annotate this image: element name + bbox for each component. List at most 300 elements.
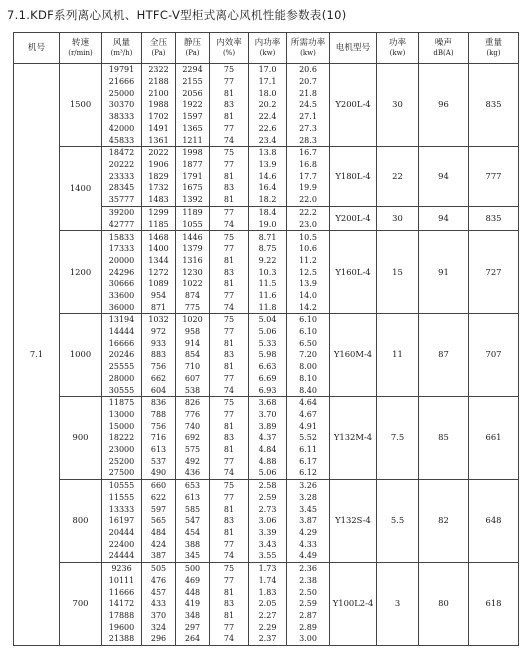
weight-cell: 648 [469,479,519,562]
total-pressure-cell: 1702 [142,111,176,123]
motor-power-cell: 7.5 [377,396,419,479]
header-label: 静压 [183,38,202,49]
noise-cell: 96 [419,64,469,147]
airflow-cell: 24296 [102,266,142,278]
internal-efficiency-cell: 74 [210,218,249,230]
speed-cell: 1000 [60,314,102,397]
motor-model-cell: Y160L-4 [330,231,377,314]
total-pressure-cell: 1732 [142,182,176,194]
airflow-cell: 39200 [102,206,142,218]
internal-power-cell: 10.3 [249,266,287,278]
required-power-cell: 4.29 [287,527,330,539]
airflow-cell: 11666 [102,586,142,598]
header-label: 全压 [149,38,168,49]
motor-power-cell: 30 [377,206,419,231]
header-row [14,33,519,64]
static-pressure-cell: 1055 [176,218,210,230]
total-pressure-cell: 1185 [142,218,176,230]
internal-power-cell: 2.73 [249,503,287,515]
internal-efficiency-cell: 77 [210,122,249,134]
internal-power-cell: 4.37 [249,432,287,444]
total-pressure-cell: 1032 [142,314,176,326]
total-pressure-cell: 324 [142,621,176,633]
static-pressure-cell: 500 [176,562,210,574]
performance-table [13,32,519,646]
weight-cell: 777 [469,146,519,206]
required-power-cell: 2.50 [287,586,330,598]
header-internal-power [249,33,287,64]
header-label: 重量 [484,38,503,49]
internal-efficiency-cell: 81 [210,527,249,539]
airflow-cell: 42777 [102,218,142,230]
total-pressure-cell: 662 [142,372,176,384]
total-pressure-cell: 387 [142,550,176,562]
table-row [14,231,519,243]
internal-power-cell: 6.69 [249,372,287,384]
airflow-cell: 28345 [102,182,142,194]
internal-power-cell: 19.0 [249,218,287,230]
total-pressure-cell: 660 [142,479,176,491]
internal-power-cell: 5.04 [249,314,287,326]
required-power-cell: 24.5 [287,99,330,111]
header-airflow [102,33,142,64]
internal-power-cell: 14.6 [249,170,287,182]
total-pressure-cell: 954 [142,290,176,302]
header-unit: (kw) [300,48,316,57]
total-pressure-cell: 597 [142,503,176,515]
weight-cell: 707 [469,314,519,397]
header-machine-no [14,33,60,64]
internal-efficiency-cell: 77 [210,206,249,218]
required-power-cell: 2.89 [287,621,330,633]
header-unit: (Pa) [151,48,166,57]
motor-power-cell: 5.5 [377,479,419,562]
static-pressure-cell: 492 [176,455,210,467]
total-pressure-cell: 2022 [142,146,176,158]
internal-efficiency-cell: 77 [210,409,249,421]
internal-power-cell: 2.29 [249,621,287,633]
internal-power-cell: 3.43 [249,538,287,550]
required-power-cell: 20.7 [287,76,330,88]
required-power-cell: 4.64 [287,396,330,408]
internal-power-cell: 9.22 [249,255,287,267]
internal-efficiency-cell: 81 [210,87,249,99]
total-pressure-cell: 1483 [142,194,176,206]
internal-efficiency-cell: 81 [210,503,249,515]
total-pressure-cell: 433 [142,598,176,610]
header-motor-model [330,33,377,64]
static-pressure-cell: 436 [176,467,210,479]
required-power-cell: 4.49 [287,550,330,562]
internal-power-cell: 8.75 [249,243,287,255]
airflow-cell: 25200 [102,455,142,467]
airflow-cell: 14444 [102,326,142,338]
motor-model-cell: Y200L-4 [330,206,377,231]
internal-power-cell: 2.37 [249,633,287,646]
header-speed [60,33,102,64]
airflow-cell: 21388 [102,633,142,646]
static-pressure-cell: 538 [176,384,210,396]
static-pressure-cell: 914 [176,338,210,350]
motor-model-cell: Y180L-4 [330,146,377,206]
static-pressure-cell: 345 [176,550,210,562]
internal-power-cell: 2.58 [249,479,287,491]
airflow-cell: 25555 [102,361,142,373]
airflow-cell: 18472 [102,146,142,158]
required-power-cell: 3.45 [287,503,330,515]
airflow-cell: 18222 [102,432,142,444]
static-pressure-cell: 1922 [176,99,210,111]
required-power-cell: 21.8 [287,87,330,99]
internal-power-cell: 3.68 [249,396,287,408]
internal-power-cell: 13.9 [249,159,287,171]
required-power-cell: 2.36 [287,562,330,574]
header-label: 机号 [27,42,46,53]
internal-power-cell: 4.84 [249,444,287,456]
airflow-cell: 9236 [102,562,142,574]
static-pressure-cell: 1675 [176,182,210,194]
internal-efficiency-cell: 81 [210,278,249,290]
static-pressure-cell: 613 [176,492,210,504]
total-pressure-cell: 484 [142,527,176,539]
motor-model-cell: Y100L2-4 [330,562,377,645]
internal-power-cell: 3.70 [249,409,287,421]
internal-power-cell: 4.88 [249,455,287,467]
internal-efficiency-cell: 74 [210,467,249,479]
header-label: 转速 [71,38,90,49]
table-body [14,64,519,646]
airflow-cell: 19791 [102,64,142,76]
internal-power-cell: 18.4 [249,206,287,218]
required-power-cell: 8.40 [287,384,330,396]
required-power-cell: 3.87 [287,515,330,527]
required-power-cell: 4.91 [287,420,330,432]
static-pressure-cell: 469 [176,575,210,587]
total-pressure-cell: 505 [142,562,176,574]
table-row [14,562,519,574]
required-power-cell: 6.50 [287,338,330,350]
internal-power-cell: 6.93 [249,384,287,396]
header-label: 噪声 [434,38,453,49]
speed-cell: 1200 [60,231,102,314]
internal-efficiency-cell: 75 [210,396,249,408]
airflow-cell: 10555 [102,479,142,491]
header-unit: (r/min) [68,48,93,57]
internal-power-cell: 18.0 [249,87,287,99]
header-unit: dB(A) [433,48,454,57]
required-power-cell: 22.2 [287,206,330,218]
airflow-cell: 20444 [102,527,142,539]
internal-power-cell: 2.05 [249,598,287,610]
total-pressure-cell: 613 [142,444,176,456]
airflow-cell: 15833 [102,231,142,243]
header-unit: (kw) [259,48,276,57]
required-power-cell: 23.0 [287,218,330,230]
internal-power-cell: 8.71 [249,231,287,243]
internal-efficiency-cell: 77 [210,372,249,384]
internal-power-cell: 5.98 [249,349,287,361]
static-pressure-cell: 710 [176,361,210,373]
internal-efficiency-cell: 74 [210,384,249,396]
header-motor-power [377,33,419,64]
total-pressure-cell: 883 [142,349,176,361]
static-pressure-cell: 547 [176,515,210,527]
internal-efficiency-cell: 74 [210,134,249,146]
airflow-cell: 14172 [102,598,142,610]
internal-efficiency-cell: 81 [210,444,249,456]
static-pressure-cell: 854 [176,349,210,361]
table-row [14,314,519,326]
static-pressure-cell: 1791 [176,170,210,182]
internal-power-cell: 3.06 [249,515,287,527]
internal-power-cell: 23.4 [249,134,287,146]
header-unit: (kg) [486,48,501,57]
internal-efficiency-cell: 75 [210,314,249,326]
internal-efficiency-cell: 75 [210,64,249,76]
airflow-cell: 28000 [102,372,142,384]
total-pressure-cell: 756 [142,361,176,373]
airflow-cell: 24444 [102,550,142,562]
static-pressure-cell: 2056 [176,87,210,99]
airflow-cell: 20000 [102,255,142,267]
airflow-cell: 15000 [102,420,142,432]
internal-efficiency-cell: 81 [210,338,249,350]
required-power-cell: 17.7 [287,170,330,182]
required-power-cell: 11.2 [287,255,330,267]
total-pressure-cell: 2322 [142,64,176,76]
required-power-cell: 4.33 [287,538,330,550]
airflow-cell: 13194 [102,314,142,326]
airflow-cell: 22400 [102,538,142,550]
static-pressure-cell: 297 [176,621,210,633]
internal-power-cell: 17.1 [249,76,287,88]
internal-power-cell: 2.59 [249,492,287,504]
airflow-cell: 17333 [102,243,142,255]
airflow-cell: 23333 [102,170,142,182]
static-pressure-cell: 776 [176,409,210,421]
total-pressure-cell: 1400 [142,243,176,255]
speed-cell: 900 [60,396,102,479]
table-header [14,33,519,64]
total-pressure-cell: 457 [142,586,176,598]
airflow-cell: 27500 [102,467,142,479]
internal-power-cell: 1.74 [249,575,287,587]
airflow-cell: 16666 [102,338,142,350]
required-power-cell: 14.2 [287,301,330,313]
static-pressure-cell: 264 [176,633,210,646]
total-pressure-cell: 972 [142,326,176,338]
total-pressure-cell: 424 [142,538,176,550]
static-pressure-cell: 1230 [176,266,210,278]
required-power-cell: 19.9 [287,182,330,194]
airflow-cell: 13333 [102,503,142,515]
static-pressure-cell: 775 [176,301,210,313]
total-pressure-cell: 1299 [142,206,176,218]
static-pressure-cell: 1392 [176,194,210,206]
total-pressure-cell: 490 [142,467,176,479]
internal-efficiency-cell: 77 [210,326,249,338]
required-power-cell: 16.8 [287,159,330,171]
total-pressure-cell: 1468 [142,231,176,243]
internal-efficiency-cell: 74 [210,301,249,313]
airflow-cell: 33600 [102,290,142,302]
airflow-cell: 36000 [102,301,142,313]
static-pressure-cell: 419 [176,598,210,610]
static-pressure-cell: 575 [176,444,210,456]
static-pressure-cell: 1189 [176,206,210,218]
required-power-cell: 8.00 [287,361,330,373]
static-pressure-cell: 585 [176,503,210,515]
total-pressure-cell: 788 [142,409,176,421]
required-power-cell: 3.28 [287,492,330,504]
total-pressure-cell: 296 [142,633,176,646]
total-pressure-cell: 836 [142,396,176,408]
header-unit: (m³/h) [110,48,133,57]
airflow-cell: 30370 [102,99,142,111]
header-noise [419,33,469,64]
performance-table-container [13,32,518,646]
noise-cell: 85 [419,396,469,479]
static-pressure-cell: 1998 [176,146,210,158]
static-pressure-cell: 348 [176,610,210,622]
internal-power-cell: 3.89 [249,420,287,432]
header-label: 风量 [112,38,131,49]
internal-power-cell: 11.8 [249,301,287,313]
internal-efficiency-cell: 81 [210,170,249,182]
header-weight [469,33,519,64]
header-total-pressure [142,33,176,64]
static-pressure-cell: 1379 [176,243,210,255]
airflow-cell: 11875 [102,396,142,408]
static-pressure-cell: 388 [176,538,210,550]
required-power-cell: 12.5 [287,266,330,278]
header-unit: (Pa) [185,48,200,57]
required-power-cell: 10.5 [287,231,330,243]
required-power-cell: 28.3 [287,134,330,146]
total-pressure-cell: 933 [142,338,176,350]
internal-power-cell: 5.06 [249,326,287,338]
motor-power-cell: 11 [377,314,419,397]
page-title: 7.1.KDF系列离心风机、HTFC-V型柜式离心风机性能参数表(10) [7,8,347,22]
weight-cell: 835 [469,64,519,147]
total-pressure-cell: 476 [142,575,176,587]
required-power-cell: 8.10 [287,372,330,384]
internal-efficiency-cell: 77 [210,455,249,467]
internal-efficiency-cell: 77 [210,159,249,171]
static-pressure-cell: 1020 [176,314,210,326]
total-pressure-cell: 1491 [142,122,176,134]
weight-cell: 835 [469,206,519,231]
speed-cell: 700 [60,562,102,645]
weight-cell: 727 [469,231,519,314]
table-row [14,146,519,158]
noise-cell: 82 [419,479,469,562]
internal-efficiency-cell: 83 [210,349,249,361]
internal-efficiency-cell: 75 [210,479,249,491]
static-pressure-cell: 1316 [176,255,210,267]
airflow-cell: 25000 [102,87,142,99]
airflow-cell: 30666 [102,278,142,290]
internal-power-cell: 3.39 [249,527,287,539]
speed-cell: 1400 [60,146,102,230]
static-pressure-cell: 874 [176,290,210,302]
static-pressure-cell: 2155 [176,76,210,88]
static-pressure-cell: 1365 [176,122,210,134]
internal-power-cell: 1.73 [249,562,287,574]
internal-power-cell: 11.5 [249,278,287,290]
internal-efficiency-cell: 83 [210,99,249,111]
total-pressure-cell: 565 [142,515,176,527]
header-label: 功率 [388,38,407,49]
motor-model-cell: Y160M-4 [330,314,377,397]
airflow-cell: 42000 [102,122,142,134]
required-power-cell: 2.87 [287,610,330,622]
motor-power-cell: 15 [377,231,419,314]
static-pressure-cell: 1211 [176,134,210,146]
static-pressure-cell: 1446 [176,231,210,243]
static-pressure-cell: 2294 [176,64,210,76]
total-pressure-cell: 1361 [142,134,176,146]
noise-cell: 91 [419,231,469,314]
header-label: 内效率 [216,38,242,49]
required-power-cell: 6.11 [287,444,330,456]
internal-efficiency-cell: 74 [210,633,249,646]
total-pressure-cell: 370 [142,610,176,622]
internal-efficiency-cell: 81 [210,111,249,123]
required-power-cell: 5.52 [287,432,330,444]
internal-efficiency-cell: 83 [210,266,249,278]
internal-power-cell: 22.6 [249,122,287,134]
total-pressure-cell: 871 [142,301,176,313]
internal-power-cell: 17.0 [249,64,287,76]
total-pressure-cell: 756 [142,420,176,432]
motor-power-cell: 22 [377,146,419,206]
internal-efficiency-cell: 77 [210,290,249,302]
airflow-cell: 10111 [102,575,142,587]
internal-efficiency-cell: 81 [210,420,249,432]
internal-efficiency-cell: 77 [210,492,249,504]
required-power-cell: 20.6 [287,64,330,76]
static-pressure-cell: 826 [176,396,210,408]
required-power-cell: 2.59 [287,598,330,610]
internal-efficiency-cell: 83 [210,432,249,444]
static-pressure-cell: 607 [176,372,210,384]
airflow-cell: 35777 [102,194,142,206]
machine-number-cell: 7.1 [14,64,60,646]
table-row [14,64,519,76]
internal-power-cell: 20.2 [249,99,287,111]
required-power-cell: 6.10 [287,314,330,326]
internal-efficiency-cell: 75 [210,146,249,158]
total-pressure-cell: 1906 [142,159,176,171]
internal-efficiency-cell: 81 [210,610,249,622]
airflow-cell: 16197 [102,515,142,527]
airflow-cell: 20222 [102,159,142,171]
static-pressure-cell: 448 [176,586,210,598]
internal-power-cell: 13.8 [249,146,287,158]
airflow-cell: 20246 [102,349,142,361]
airflow-cell: 30555 [102,384,142,396]
required-power-cell: 16.7 [287,146,330,158]
noise-cell: 80 [419,562,469,645]
internal-efficiency-cell: 81 [210,194,249,206]
required-power-cell: 6.10 [287,326,330,338]
internal-power-cell: 2.27 [249,610,287,622]
static-pressure-cell: 1022 [176,278,210,290]
airflow-cell: 38333 [102,111,142,123]
header-internal-efficiency [210,33,249,64]
static-pressure-cell: 454 [176,527,210,539]
